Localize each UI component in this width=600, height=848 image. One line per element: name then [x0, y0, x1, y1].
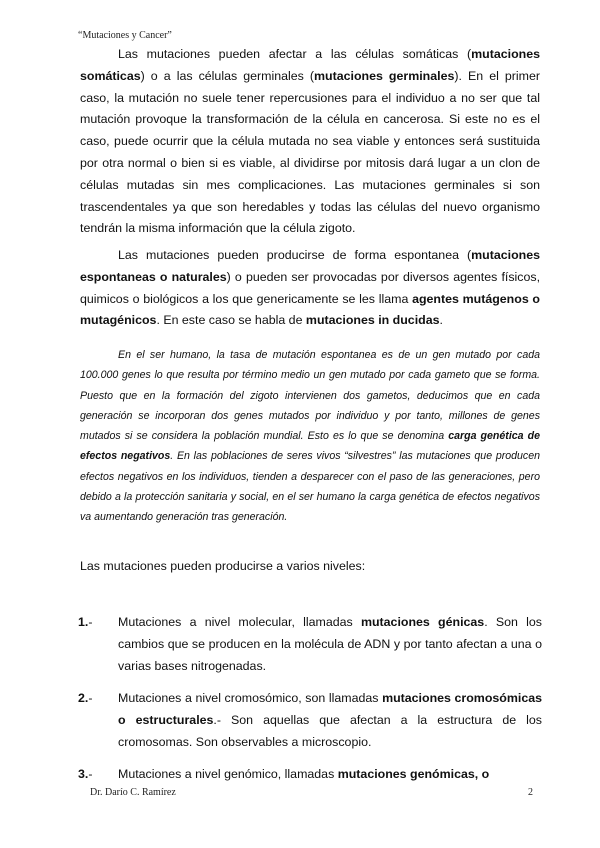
list-number: 2.- [78, 691, 93, 705]
bold-term: agentes mutágenos o mutagénicos [80, 291, 541, 328]
list-number: 3.- [78, 767, 93, 781]
text-run: . [439, 313, 443, 328]
paragraph-spontaneous-induced [80, 245, 540, 332]
text-run: ). En el primer caso, la mutación no suele tener repercusiones para el individuo a no ser que tal mutación provoque la transformación de la célula en cancerosa. Si este no es el caso, puede ocurrir que la célula mutada no sea viable y entonces será sustituida por otra normal o bien si es viable, al dividirse por mitosis dará lugar a un clon de células mutadas sin mes complicaciones. Las mutaciones germinales si son trascendentales ya que son heredables y todas las células del nuevo organismo tendrán la misma información que la célula zigoto. [80, 68, 541, 236]
bold-term: carga genética de efectos negativos [80, 430, 540, 463]
text-run: . En este caso se habla de [156, 313, 306, 328]
italic-note-mutation-rate [80, 345, 540, 528]
text-run: . Son los cambios que se producen en la molécula de ADN y por tanto afectan a una o varias bases nitrogenadas. [118, 615, 542, 673]
text-run: . En las poblaciones de seres vivos “silvestres” las mutaciones que producen efectos negativos en los individuos, tienden a desparecer con el paso de las generaciones, pero debido a la protección sanitaria y social, en el ser humano la carga genética de efectos negativos va aumentando generación tras generación. [80, 450, 540, 524]
text-run: Mutaciones a nivel genómico, llamadas [118, 767, 338, 781]
text-run: ) o a las células germinales ( [140, 68, 315, 83]
text-run: Mutaciones a nivel cromosómico, son llamadas [118, 691, 383, 705]
text-run: Mutaciones a nivel molecular, llamadas [118, 615, 361, 629]
list-text [118, 612, 542, 677]
text-run: ) o pueden ser provocadas por diversos agentes físicos, quimicos o biológicos a los que genericamente se les llama [80, 269, 541, 306]
footer-author: Dr. Darío C. Ramírez [90, 787, 176, 798]
bold-term: mutaciones espontaneas o naturales [80, 248, 540, 284]
list-text [118, 688, 542, 753]
bold-term: mutaciones cromosómicas o estructurales [118, 691, 542, 727]
paragraph-somatic-germinal [80, 44, 540, 240]
bold-term: mutaciones génicas [360, 615, 485, 629]
list-number: 1.- [78, 615, 93, 629]
running-header: “Mutaciones y Cancer” [78, 30, 172, 41]
levels-intro: Las mutaciones pueden producirse a varios niveles: [80, 559, 366, 573]
text-run: Las mutaciones pueden producirse de forma espontanea ( [118, 248, 472, 262]
list-text [118, 764, 542, 786]
bold-term: mutaciones in ducidas [305, 313, 440, 328]
text-run: Las mutaciones pueden afectar a las células somáticas ( [118, 47, 472, 61]
bold-term: mutaciones genómicas, o [337, 767, 490, 781]
page-number: 2 [528, 787, 533, 798]
text-run: .- Son aquellas que afectan a la estructura de los cromosomas. Son observables a microscopio. [118, 712, 542, 749]
bold-term: mutaciones germinales [314, 68, 455, 83]
text-run: En el ser humano, la tasa de mutación espontanea es de un gen mutado por cada 100.000 genes lo que resulta por término medio un gen mutado por cada gameto que se forma. Puesto que en la formación del zigoto intervienen dos gametos, deducimos que en cada generación se incorporan dos genes mutados por individuo y por tanto, millones de genes mutados si se considera la población mundial. Esto es lo que se denomina [80, 349, 540, 443]
bold-term: mutaciones somáticas [80, 47, 540, 83]
